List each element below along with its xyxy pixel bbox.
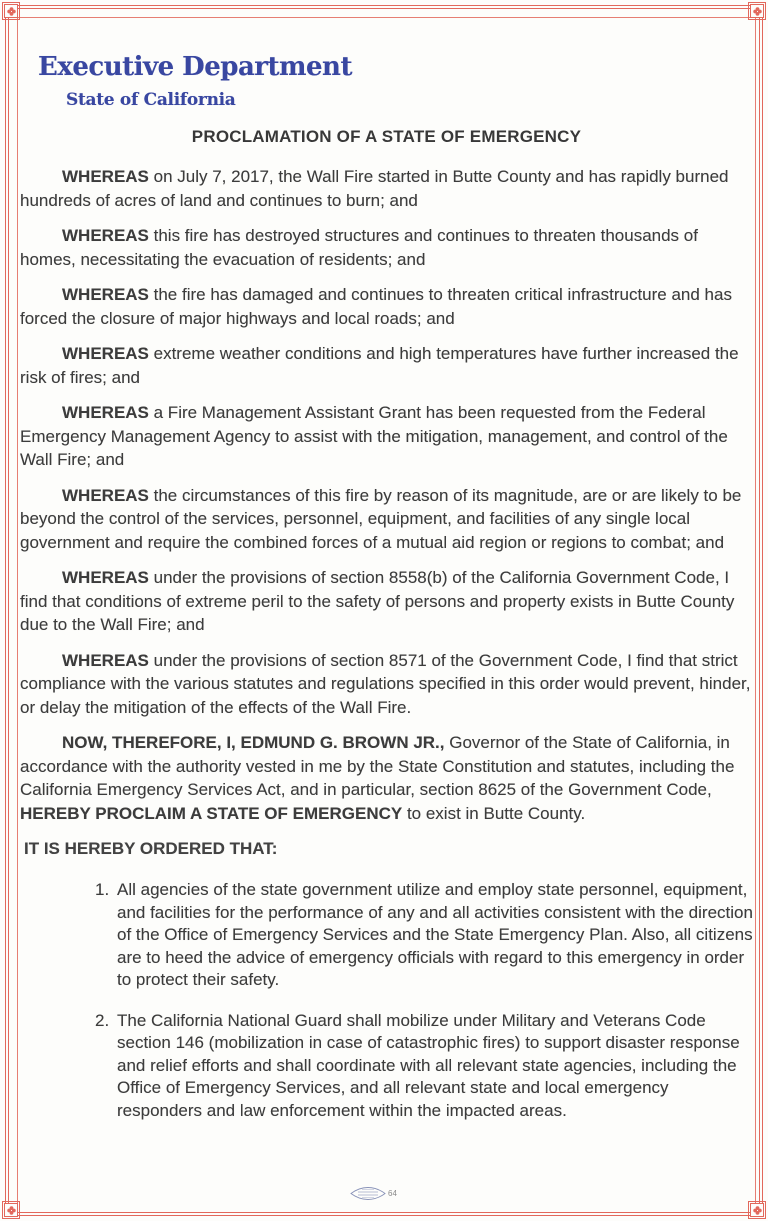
document-body — [20, 0, 753, 1140]
paragraph-text: the fire has damaged and continues to threaten critical infrastructure and has forced the closure of major highways and local roads; and — [20, 285, 732, 328]
corner-ornament-top-left — [4, 4, 18, 18]
whereas-paragraph-1 — [20, 165, 753, 212]
whereas-paragraph-8 — [20, 649, 753, 720]
flower-ornament-icon — [753, 1206, 762, 1215]
printer-union-bug-icon — [350, 1186, 386, 1201]
whereas-keyword: WHEREAS — [62, 285, 149, 304]
corner-ornament-top-right — [750, 4, 764, 18]
ordered-heading: IT IS HEREBY ORDERED THAT: — [24, 839, 278, 858]
whereas-keyword: WHEREAS — [62, 568, 149, 587]
whereas-paragraph-5 — [20, 401, 753, 472]
whereas-keyword: WHEREAS — [62, 485, 149, 505]
state-heading: State of California — [66, 90, 236, 110]
paragraph-text: to exist in Butte County. — [402, 803, 586, 823]
flower-ornament-icon — [753, 7, 762, 16]
document-title: PROCLAMATION OF A STATE OF EMERGENCY — [191, 127, 582, 146]
item-number: 2. — [95, 1010, 110, 1030]
ordered-item-1 — [95, 879, 753, 992]
item-text: All agencies of the state government utilize and employ state personnel, equipment, and facilities for the performance of any and all activities consistent with the direction of the Office of Emergency Services and the State Emergency Plan. Also, all citizens are to heed the advice of emergency officials with regard to this emergency in order to protect their safety. — [117, 880, 753, 989]
union-bug-number: 64 — [388, 1189, 397, 1198]
paragraph-text: this fire has destroyed structures and continues to threaten thousands of homes, necessitating the evacuation of residents; and — [20, 226, 698, 269]
whereas-paragraph-6 — [20, 484, 753, 555]
whereas-keyword: WHEREAS — [62, 650, 149, 670]
whereas-keyword: WHEREAS — [62, 344, 149, 363]
flower-ornament-icon — [7, 7, 16, 16]
item-number: 1. — [95, 880, 110, 899]
paragraph-text: under the provisions of section 8571 of the Government Code, I find that strict compliance with the various statutes and regulations specified in this order would prevent, hinder, or delay the mitigation of the effects of the Wall Fire. — [20, 650, 751, 717]
paragraph-text: on July 7, 2017, the Wall Fire started in Butte County and has rapidly burned hundreds of acres of land and continues to burn; and — [20, 167, 729, 210]
proclamation-paragraph — [20, 731, 753, 825]
ordered-item-2 — [95, 1010, 753, 1123]
flower-ornament-icon — [7, 1206, 16, 1215]
whereas-paragraph-2 — [20, 224, 753, 271]
governor-name-bold: NOW, THEREFORE, I, EDMUND G. BROWN JR., — [62, 733, 445, 752]
ordered-list — [20, 879, 753, 1122]
corner-ornament-bottom-right — [750, 1203, 764, 1217]
department-heading: Executive Department — [38, 52, 352, 82]
item-text: The California National Guard shall mobilize under Military and Veterans Code section 146 (mobilization in case of catastrophic fires) to support disaster response and relief efforts and shall coordinate with all relevant state agencies, including the Office of Emergency Services, and all relevant state and local emergency responders and law enforcement within the impacted areas. — [117, 1010, 740, 1120]
paragraph-text: under the provisions of section 8558(b) of the California Government Code, I find that conditions of extreme peril to the safety of persons and property exists in Butte County due to the Wall Fire; and — [20, 568, 735, 634]
corner-ornament-bottom-left — [4, 1203, 18, 1217]
paragraph-text: the circumstances of this fire by reason of its magnitude, are or are likely to be beyond the control of the services, personnel, equipment, and facilities of any single local government and require the combined forces of a mutual aid region or regions to combat; and — [20, 485, 742, 552]
paragraph-text: Governor of the State of California, in accordance with the authority vested in me by the State Constitution and statutes, including the California Emergency Services Act, and in particular, section 8625 of the Government Code, — [20, 733, 735, 799]
whereas-paragraph-7 — [20, 566, 753, 637]
whereas-keyword: WHEREAS — [62, 167, 149, 186]
paragraph-text: a Fire Management Assistant Grant has been requested from the Federal Emergency Management Agency to assist with the mitigation, management, and control of the Wall Fire; and — [20, 403, 728, 469]
whereas-paragraph-4 — [20, 342, 753, 389]
whereas-paragraph-3 — [20, 283, 753, 330]
whereas-keyword: WHEREAS — [62, 226, 149, 245]
whereas-keyword: WHEREAS — [62, 403, 149, 422]
printer-union-bug — [350, 1186, 397, 1201]
paragraph-text: extreme weather conditions and high temperatures have further increased the risk of fires; and — [20, 344, 739, 387]
proclaim-emergency-bold: HEREBY PROCLAIM A STATE OF EMERGENCY — [20, 803, 403, 823]
